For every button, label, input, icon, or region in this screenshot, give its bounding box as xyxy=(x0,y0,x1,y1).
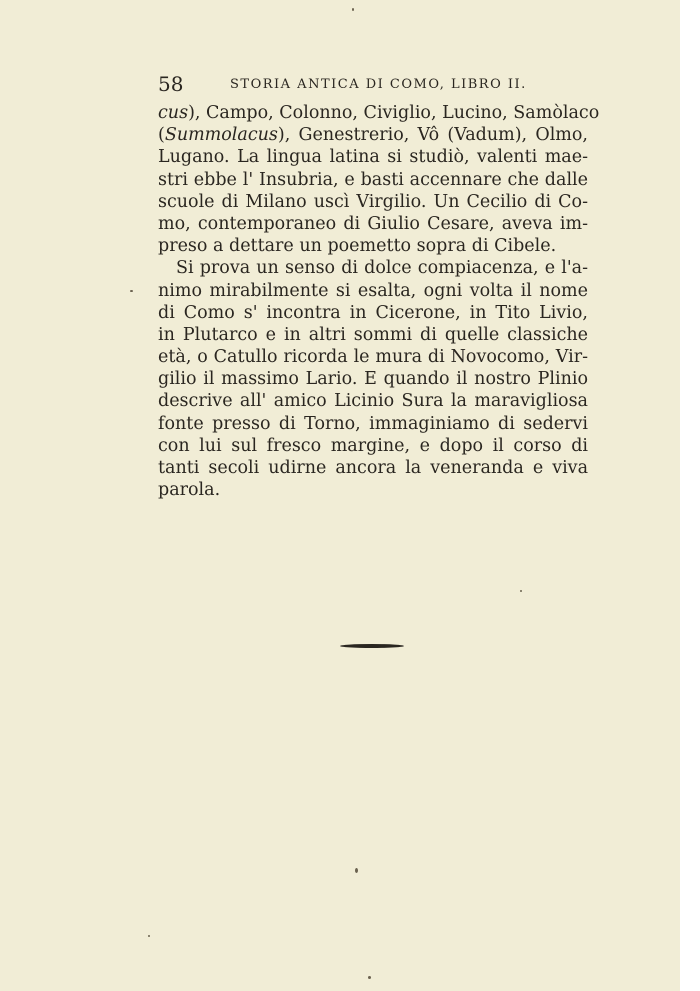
text-line: con lui sul fresco margine, e dopo il corso di xyxy=(158,435,588,456)
text-line: fonte presso di Torno, immaginiamo di sedervi xyxy=(158,413,588,434)
paper-speck xyxy=(520,590,522,592)
text-line: in Plutarco e in altri sommi di quelle classiche xyxy=(158,324,588,345)
body-text xyxy=(158,102,600,501)
paper-speck xyxy=(148,935,150,937)
page-header xyxy=(158,70,598,98)
paper-speck xyxy=(352,8,354,11)
paper-speck xyxy=(368,976,371,979)
text-line: parola. xyxy=(158,480,221,501)
text-line: descrive all' amico Licinio Sura la maravigliosa xyxy=(158,391,588,412)
text-line: gilio il massimo Lario. E quando il nostro Plinio xyxy=(158,369,588,390)
text-line: tanti secoli udirne ancora la veneranda e viva xyxy=(158,458,588,478)
text-line: Si prova un senso di dolce compiacenza, e l'a- xyxy=(176,258,588,279)
text-line: di Como s' incontra in Cicerone, in Tito Livio, xyxy=(158,302,588,323)
text-line: scuole di Milano uscì Virgilio. Un Cecilio di Co- xyxy=(158,191,588,212)
paper-speck xyxy=(355,868,358,873)
end-rule xyxy=(340,644,404,648)
text-line: mo, contemporaneo di Giulio Cesare, aveva im- xyxy=(158,213,588,234)
page-number: 58 xyxy=(158,72,184,96)
running-head: STORIA ANTICA DI COMO, LIBRO II. xyxy=(230,77,527,92)
paper-speck xyxy=(130,290,133,292)
text-line: età, o Catullo ricorda le mura di Novocomo, Vir- xyxy=(158,347,588,368)
text-line: Lugano. La lingua latina si studiò, valenti mae- xyxy=(158,147,588,168)
text-line: preso a dettare un poemetto sopra di Cibele. xyxy=(158,236,557,257)
text-line: cus), Campo, Colonno, Civiglio, Lucino, Samòlaco xyxy=(158,103,600,123)
text-line: nimo mirabilmente si esalta, ogni volta il nome xyxy=(158,280,588,301)
text-line: stri ebbe l' Insubria, e basti accennare che dalle xyxy=(158,169,588,190)
scan-margin xyxy=(680,0,700,991)
text-line: (Summolacus), Genestrerio, Vô (Vadum), Olmo, xyxy=(158,125,588,146)
